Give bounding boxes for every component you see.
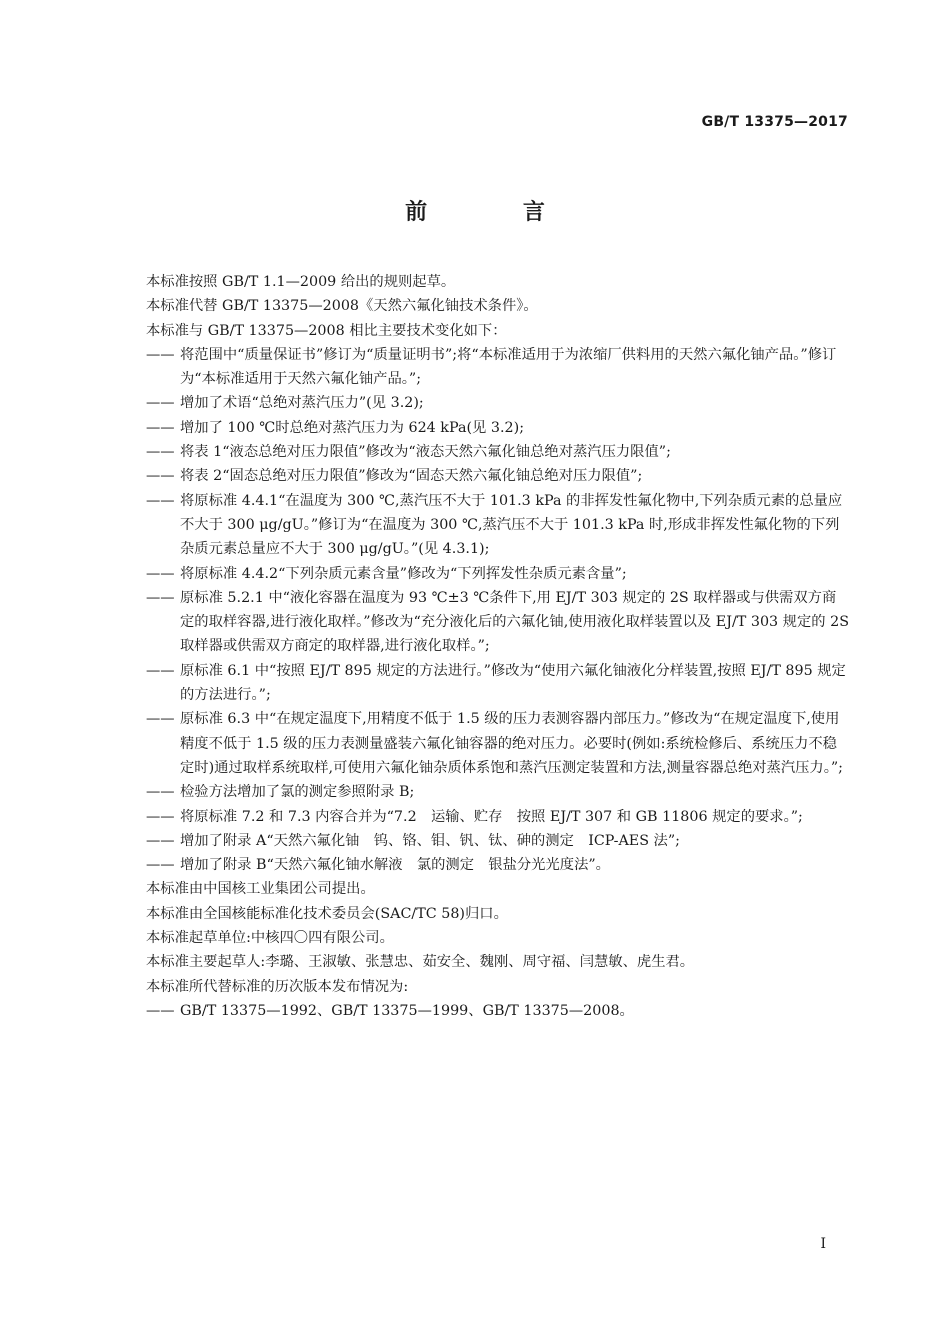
dash-marker: —— [146,492,175,509]
paragraph [146,926,850,950]
standard-code: GB/T 13375—2017 [701,114,848,130]
paragraph-text: 本标准与 GB/T 13375—2008 相比主要技术变化如下： [146,322,507,339]
change-item-text: 检验方法增加了氯的测定参照附录 B; [180,784,415,801]
change-item-text: 将范围中“质量保证书”修订为“质量证明书”;将“本标准适用于为浓缩厂供料用的天然六氟化铀产品。”修订为“本标准适用于天然六氟化铀产品。”; [180,346,837,388]
paragraph-text: 本标准由中国核工业集团公司提出。 [146,881,375,898]
dash-marker: —— [146,419,175,436]
change-item [146,780,850,804]
change-item [146,562,850,586]
dash-marker: —— [146,857,175,874]
paragraph [146,975,850,999]
change-item [146,853,850,877]
change-item-text: 增加了附录 A“天然六氟化铀 钨、铬、钼、钒、钛、砷的测定 ICP-AES 法”; [180,832,680,849]
dash-marker: —— [146,565,175,582]
change-item-text: 将原标准 7.2 和 7.3 内容合并为“7.2 运输、贮存 按照 EJ/T 307 和 GB 11806 规定的要求。”; [180,808,803,825]
paragraph-text: 本标准所代替标准的历次版本发布情况为: [146,978,409,995]
dash-marker: —— [146,784,175,801]
paragraph [146,270,850,294]
change-item [146,805,850,829]
paragraph [146,902,850,926]
change-item [146,440,850,464]
page-number: I [820,1236,826,1252]
dash-marker: —— [146,468,175,485]
dash-marker: —— [146,808,175,825]
change-item-text: 将原标准 4.4.2“下列杂质元素含量”修改为“下列挥发性杂质元素含量”; [180,565,627,582]
paragraph-text: 本标准起草单位:中核四〇四有限公司。 [146,930,394,947]
change-item [146,343,850,392]
dash-marker: —— [146,1002,175,1019]
change-item [146,489,850,562]
change-item [146,391,850,415]
change-item [146,707,850,780]
change-item [146,659,850,708]
dash-marker: —— [146,444,175,461]
change-item-text: 增加了附录 B“天然六氟化铀水解液 氯的测定 银盐分光光度法”。 [180,857,610,874]
change-item-text: 增加了术语“总绝对蒸汽压力”(见 3.2); [180,395,424,412]
change-item [146,999,850,1023]
paragraph-text: 本标准代替 GB/T 13375—2008《天然六氟化铀技术条件》。 [146,298,538,315]
change-item [146,829,850,853]
paragraph [146,877,850,901]
paragraph-text: 本标准主要起草人:李璐、王淑敏、张慧忠、茹安全、魏刚、周守福、闫慧敏、虎生君。 [146,954,695,971]
change-item-text: 将原标准 4.4.1“在温度为 300 ℃,蒸汽压不大于 101.3 kPa 的非挥发性氟化物中,下列杂质元素的总量应不大于 300 μg/gU。”修订为“在温度为 300 ℃,蒸汽压不大于 101.3 kPa 时,形成非挥发性氟化物的下列杂质元素总量应不大于 300 μg/gU。”(见 4.3.1); [180,492,843,558]
change-item-text: 将表 1“液态总绝对压力限值”修改为“液态天然六氟化铀总绝对蒸汽压力限值”; [180,444,671,461]
change-item-text: 将表 2“固态总绝对压力限值”修改为“固态天然六氟化铀总绝对压力限值”; [180,468,643,485]
change-item-text: 增加了 100 ℃时总绝对蒸汽压力为 624 kPa(见 3.2); [180,419,525,436]
foreword-body [146,270,850,1023]
paragraph-text: 本标准由全国核能标准化技术委员会(SAC/TC 58)归口。 [146,905,508,922]
dash-marker: —— [146,662,175,679]
paragraph [146,950,850,974]
paragraph [146,294,850,318]
paragraph [146,319,850,343]
change-item-text: 原标准 5.2.1 中“液化容器在温度为 93 ℃±3 ℃条件下,用 EJ/T 303 规定的 2S 取样器或与供需双方商定的取样容器,进行液化取样。”修改为“充分液化后的六氟化铀,使用液化取样装置以及 EJ/T 303 规定的 2S 取样器或供需双方商定的取样器,进行液化取样。”; [180,589,850,655]
page-title: 前 言 [405,200,589,225]
paragraph-text: 本标准按照 GB/T 1.1—2009 给出的规则起草。 [146,274,456,290]
dash-marker: —— [146,832,175,849]
change-item [146,416,850,440]
change-item [146,586,850,659]
dash-marker: —— [146,346,175,363]
change-item-text: 原标准 6.1 中“按照 EJ/T 895 规定的方法进行。”修改为“使用六氟化铀液化分样装置,按照 EJ/T 895 规定的方法进行。”; [180,662,846,704]
change-item-text: GB/T 13375—1992、GB/T 13375—1999、GB/T 13375—2008。 [180,1002,634,1019]
dash-marker: —— [146,711,175,728]
dash-marker: —— [146,589,175,606]
change-item-text: 原标准 6.3 中“在规定温度下,用精度不低于 1.5 级的压力表测容器内部压力。”修改为“在规定温度下,使用精度不低于 1.5 级的压力表测量盛装六氟化铀容器的绝对压力。必要时(例如:系统检修后、系统压力不稳定时)通过取样系统取样,可使用六氟化铀杂质体系饱和蒸汽压测定装置和方法,测量容器总绝对蒸汽压力。”; [180,711,843,776]
change-item [146,464,850,488]
dash-marker: —— [146,395,175,412]
